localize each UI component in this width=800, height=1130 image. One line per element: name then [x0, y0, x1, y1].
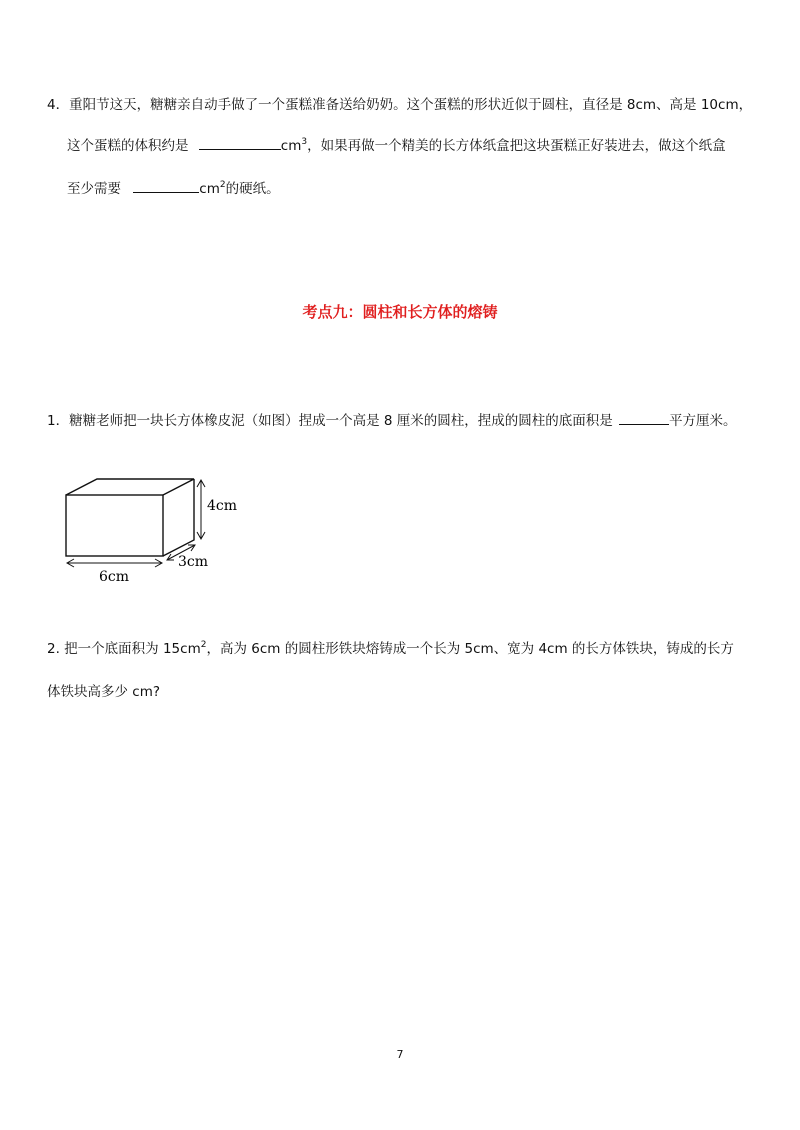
p2-text-2: 体铁块高多少 cm?: [47, 684, 161, 700]
q4-area-unit: cm: [199, 181, 220, 197]
cuboid-diagram: [50, 468, 270, 588]
section-title: 考点九：圆柱和长方体的熔铸: [302, 303, 498, 321]
q4-line-2: [67, 134, 726, 154]
q4-text-3a: 至少需要: [67, 181, 121, 197]
depth-label: 3cm: [178, 554, 209, 570]
p2-line-1: [47, 637, 734, 657]
p2-line-2: [47, 680, 160, 700]
cuboid-side-face: [163, 479, 194, 556]
p2-text-1a: 2. 把一个底面积为 15cm: [47, 641, 201, 657]
q4-line-1: [47, 93, 752, 113]
height-label: 4cm: [207, 498, 238, 514]
q4-area-answer-blank[interactable]: [133, 178, 199, 193]
p2-exponent: 2: [200, 639, 207, 650]
p1-answer-blank[interactable]: [619, 410, 669, 425]
p1-text-a: 1．糖糖老师把一块长方体橡皮泥（如图）捏成一个高是 8 厘米的圆柱，捏成的圆柱的底面积是: [47, 413, 613, 429]
cuboid-top-face: [66, 479, 194, 495]
p1-line: [47, 409, 737, 429]
q4-number: 4．: [47, 97, 70, 113]
q4-text-2b: ，如果再做一个精美的长方体纸盒把这块蛋糕正好装进去，做这个纸盒: [307, 138, 726, 154]
cuboid-front-face: [66, 495, 163, 556]
cuboid-figure: [50, 468, 270, 592]
p2-text-1b: ，高为 6cm 的圆柱形铁块熔铸成一个长为 5cm、宽为 4cm 的长方体铁块，铸成的长方: [206, 641, 734, 657]
q4-volume-unit: cm: [280, 138, 302, 154]
q4-text-3b: 的硬纸。: [225, 181, 280, 197]
q4-area-exponent: 2: [219, 179, 226, 190]
width-label: 6cm: [99, 569, 130, 585]
p1-text-b: 平方厘米。: [669, 413, 737, 429]
q4-text-2a: 这个蛋糕的体积约是: [67, 138, 189, 154]
q4-volume-exponent: 3: [301, 136, 308, 147]
q4-text-1: 重阳节这天，糖糖亲自动手做了一个蛋糕准备送给奶奶。这个蛋糕的形状近似于圆柱，直径是 8cm、高是 10cm，: [69, 97, 753, 113]
page-number: 7: [396, 1048, 404, 1061]
q4-line-3: [67, 177, 280, 197]
q4-volume-answer-blank[interactable]: [199, 135, 281, 150]
